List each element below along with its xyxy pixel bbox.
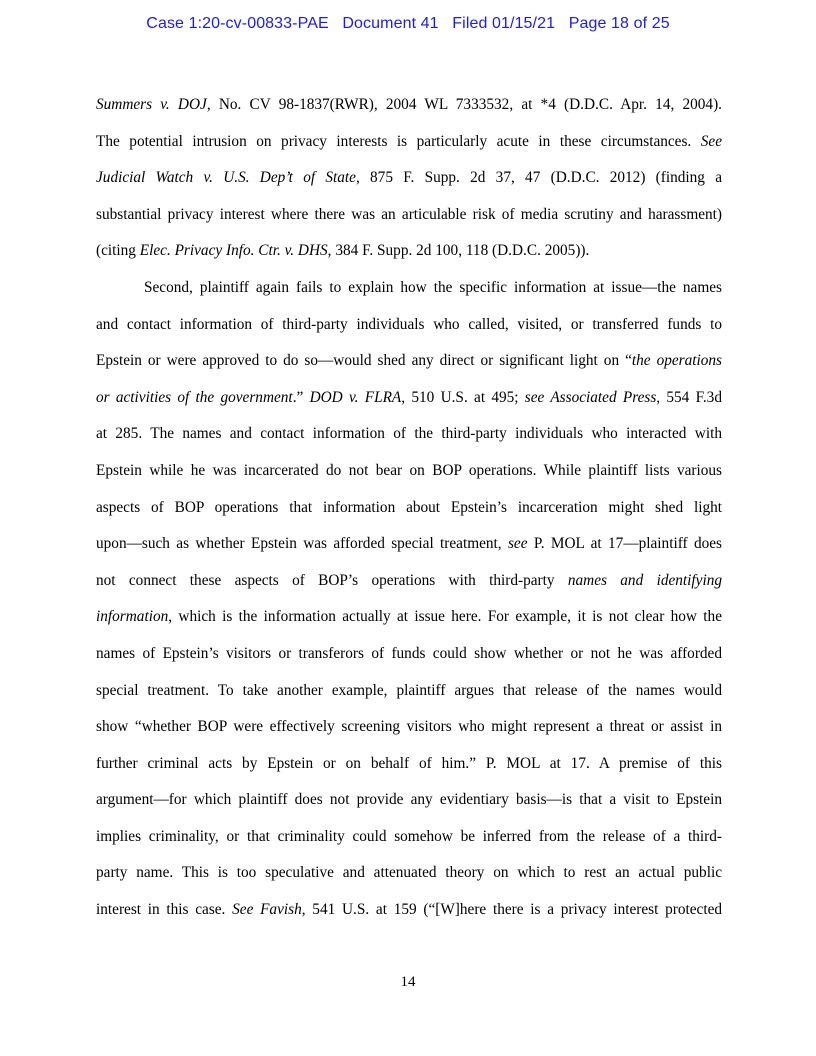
italic-citation-run: Elec. Privacy Info. Ctr. v. DHS (139, 242, 328, 260)
italic-citation-run: the operations (631, 352, 723, 370)
text-run: names of Epstein’s visitors or transferors of funds could show whether or not he was afforded (96, 644, 722, 662)
text-line (96, 205, 722, 242)
text-line (96, 534, 722, 571)
italic-citation-run: see (507, 535, 528, 553)
text-line (96, 754, 722, 791)
text-run: , 384 F. Supp. 2d 100, 118 (D.D.C. 2005)). (327, 242, 590, 260)
italic-citation-run: See (700, 132, 722, 150)
text-line (96, 790, 722, 827)
text-run: aspects of BOP operations that information about Epstein’s incarceration might shed light (96, 498, 722, 516)
text-run: The potential intrusion on privacy interests is particularly acute in these circumstances. (96, 132, 701, 150)
text-run: , which is the information actually at issue here. For example, it is not clear how the (168, 608, 722, 626)
text-run: and contact information of third-party individuals who called, visited, or transferred funds to (96, 315, 722, 333)
text-line (96, 315, 722, 352)
text-run: show “whether BOP were effectively screening visitors who might represent a threat or assist in (96, 718, 722, 736)
italic-citation-run: information (96, 608, 169, 626)
text-line (96, 607, 722, 644)
text-line (96, 424, 722, 461)
text-run: , 875 F. Supp. 2d 37, 47 (D.D.C. 2012) (finding a (355, 169, 722, 187)
text-run: substantial privacy interest where there was an articulable risk of media scrutiny and harassment) (96, 205, 722, 223)
document-number: Document 41 (342, 15, 439, 32)
ecf-filing-header (0, 15, 816, 33)
text-line (96, 681, 722, 718)
text-run: upon—such as whether Epstein was afforded special treatment, (96, 535, 508, 553)
text-line (96, 168, 722, 205)
case-number: Case 1:20-cv-00833-PAE (146, 15, 329, 32)
text-line (96, 351, 722, 388)
page-number: 14 (400, 974, 416, 990)
text-run: further criminal acts by Epstein or on behalf of him.” P. MOL at 17. A premise of this (96, 754, 722, 772)
text-run: (citing (96, 242, 140, 260)
text-line (96, 863, 722, 900)
text-run: Epstein while he was incarcerated do not bear on BOP operations. While plaintiff lists various (96, 461, 722, 479)
text-run: P. MOL at 17—plaintiff does (527, 535, 722, 553)
text-line (96, 900, 722, 937)
text-line (96, 132, 722, 169)
text-run: not connect these aspects of BOP’s operations with third-party (96, 571, 568, 589)
text-line (96, 388, 722, 425)
italic-citation-run: Judicial Watch v. U.S. Dep’t of State (96, 169, 356, 187)
paragraph-first-line (96, 278, 722, 315)
text-run: , 541 U.S. at 159 (“[W]here there is a privacy interest protected (301, 901, 723, 919)
text-line (96, 827, 722, 864)
text-run: party name. This is too speculative and attenuated theory on which to rest an actual public (96, 864, 722, 882)
text-run: , No. CV 98-1837(RWR), 2004 WL 7333532, at *4 (D.D.C. Apr. 14, 2004). (206, 96, 722, 113)
text-run: implies criminality, or that criminality could somehow be inferred from the release of a third- (96, 827, 722, 845)
text-run: argument—for which plaintiff does not provide any evidentiary basis—is that a visit to Epstein (96, 791, 722, 809)
text-run: Second, plaintiff again fails to explain how the specific information at issue—the names (144, 278, 722, 296)
body-text (96, 95, 722, 937)
text-run: at 285. The names and contact information of the third-party individuals who interacted with (96, 425, 722, 443)
text-line (96, 571, 722, 608)
text-line (96, 498, 722, 535)
text-run: special treatment. To take another example, plaintiff argues that release of the names would (96, 681, 722, 699)
text-run: .” (292, 388, 310, 406)
text-run: , 510 U.S. at 495; (401, 388, 525, 406)
italic-citation-run: names and identifying (567, 571, 722, 589)
text-line (96, 241, 722, 278)
italic-citation-run: see Associated Press (524, 388, 657, 406)
italic-citation-run: or activities of the government (96, 388, 293, 406)
italic-citation-run: See Favish (232, 901, 302, 919)
text-run: interest in this case. (96, 901, 233, 919)
page-count: Page 18 of 25 (568, 15, 670, 32)
text-run: Epstein or were approved to do so—would shed any direct or significant light on “ (96, 352, 632, 370)
filed-date: Filed 01/15/21 (452, 15, 556, 32)
text-line (96, 644, 722, 681)
text-line (96, 461, 722, 498)
text-run: , 554 F.3d (656, 388, 722, 406)
italic-citation-run: Summers v. DOJ (96, 96, 207, 113)
italic-citation-run: DOD v. FLRA (309, 388, 402, 406)
text-line (96, 95, 722, 132)
text-line (96, 717, 722, 754)
